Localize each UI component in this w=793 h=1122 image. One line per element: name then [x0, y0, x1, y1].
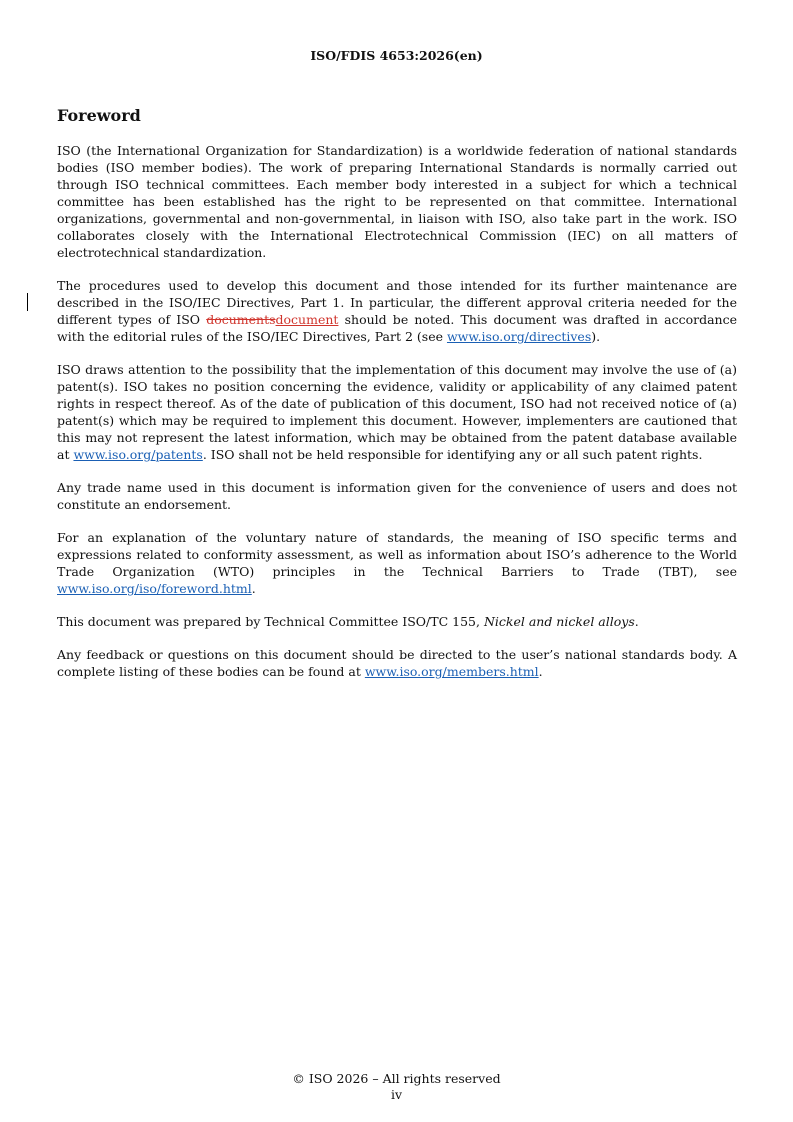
paragraph-trade-name: Any trade name used in this document is information given for the convenience of users and does not constitute an endorsement.: [57, 480, 737, 512]
foreword-link[interactable]: www.iso.org/iso/foreword.html: [57, 581, 252, 596]
copyright-notice: © ISO 2026 – All rights reserved: [292, 1071, 501, 1086]
tracked-insertion: document: [275, 312, 339, 327]
paragraph-patents: ISO draws attention to the possibility that the implementation of this document may involve the use of (a) patent(s). ISO takes no position concerning the evidence, validity or applicability of any claimed patent rights in respect thereof. As of the date of publication of this document, ISO had not received notice of (a) patent(s) which may be required to implement this document. However, implementers are cautioned that this may not represent the latest information, which may be obtained from the patent database available at www.iso.org/patents. ISO shall not be held responsible for identifying any or all such patent rights.: [57, 362, 737, 462]
page-number: iv: [390, 1087, 403, 1102]
section-title: Foreword: [57, 106, 141, 125]
patents-link[interactable]: www.iso.org/patents: [73, 447, 203, 462]
paragraph-feedback: Any feedback or questions on this document should be directed to the user’s national standards body. A complete listing of these bodies can be found at www.iso.org/members.html.: [57, 647, 737, 679]
paragraph-iso-intro: ISO (the International Organization for Standardization) is a worldwide federation of national standards bodies (ISO member bodies). The work of preparing International Standards is normally carried out through ISO technical committees. Each member body interested in a subject for which a technical committee has been established has the right to be represented on that committee. International organizations, governmental and non-governmental, in liaison with ISO, also take part in the work. ISO collaborates closely with the International Electrotechnical Commission (IEC) on all matters of electrotechnical standardization.: [57, 143, 737, 260]
paragraph-committee: This document was prepared by Technical Committee ISO/TC 155, Nickel and nickel alloys.: [57, 614, 639, 629]
paragraph-procedures: The procedures used to develop this document and those intended for its further maintenance are described in the ISO/IEC Directives, Part 1. In particular, the different approval criteria needed for the different types of ISO documentsdocument should be noted. This document was drafted in accordance with the editorial rules of the ISO/IEC Directives, Part 2 (see www.iso.org/directives).: [57, 278, 738, 344]
paragraph-voluntary-nature: For an explanation of the voluntary nature of standards, the meaning of ISO specific terms and expressions related to conformity assessment, as well as information about ISO’s adherence to the World Trade Organization (WTO) principles in the Technical Barriers to Trade (TBT), see www.iso.org/iso/foreword.html.: [57, 530, 737, 596]
committee-title: Nickel and nickel alloys: [483, 614, 635, 629]
page-footer: [0, 1071, 793, 1103]
members-link[interactable]: www.iso.org/members.html: [364, 664, 539, 679]
tracked-deletion: documents: [206, 312, 276, 327]
directives-link[interactable]: www.iso.org/directives: [446, 329, 592, 344]
document-header: ISO/FDIS 4653:2026(en): [310, 48, 483, 63]
document-body: [57, 106, 737, 696]
change-bar: [27, 293, 28, 311]
